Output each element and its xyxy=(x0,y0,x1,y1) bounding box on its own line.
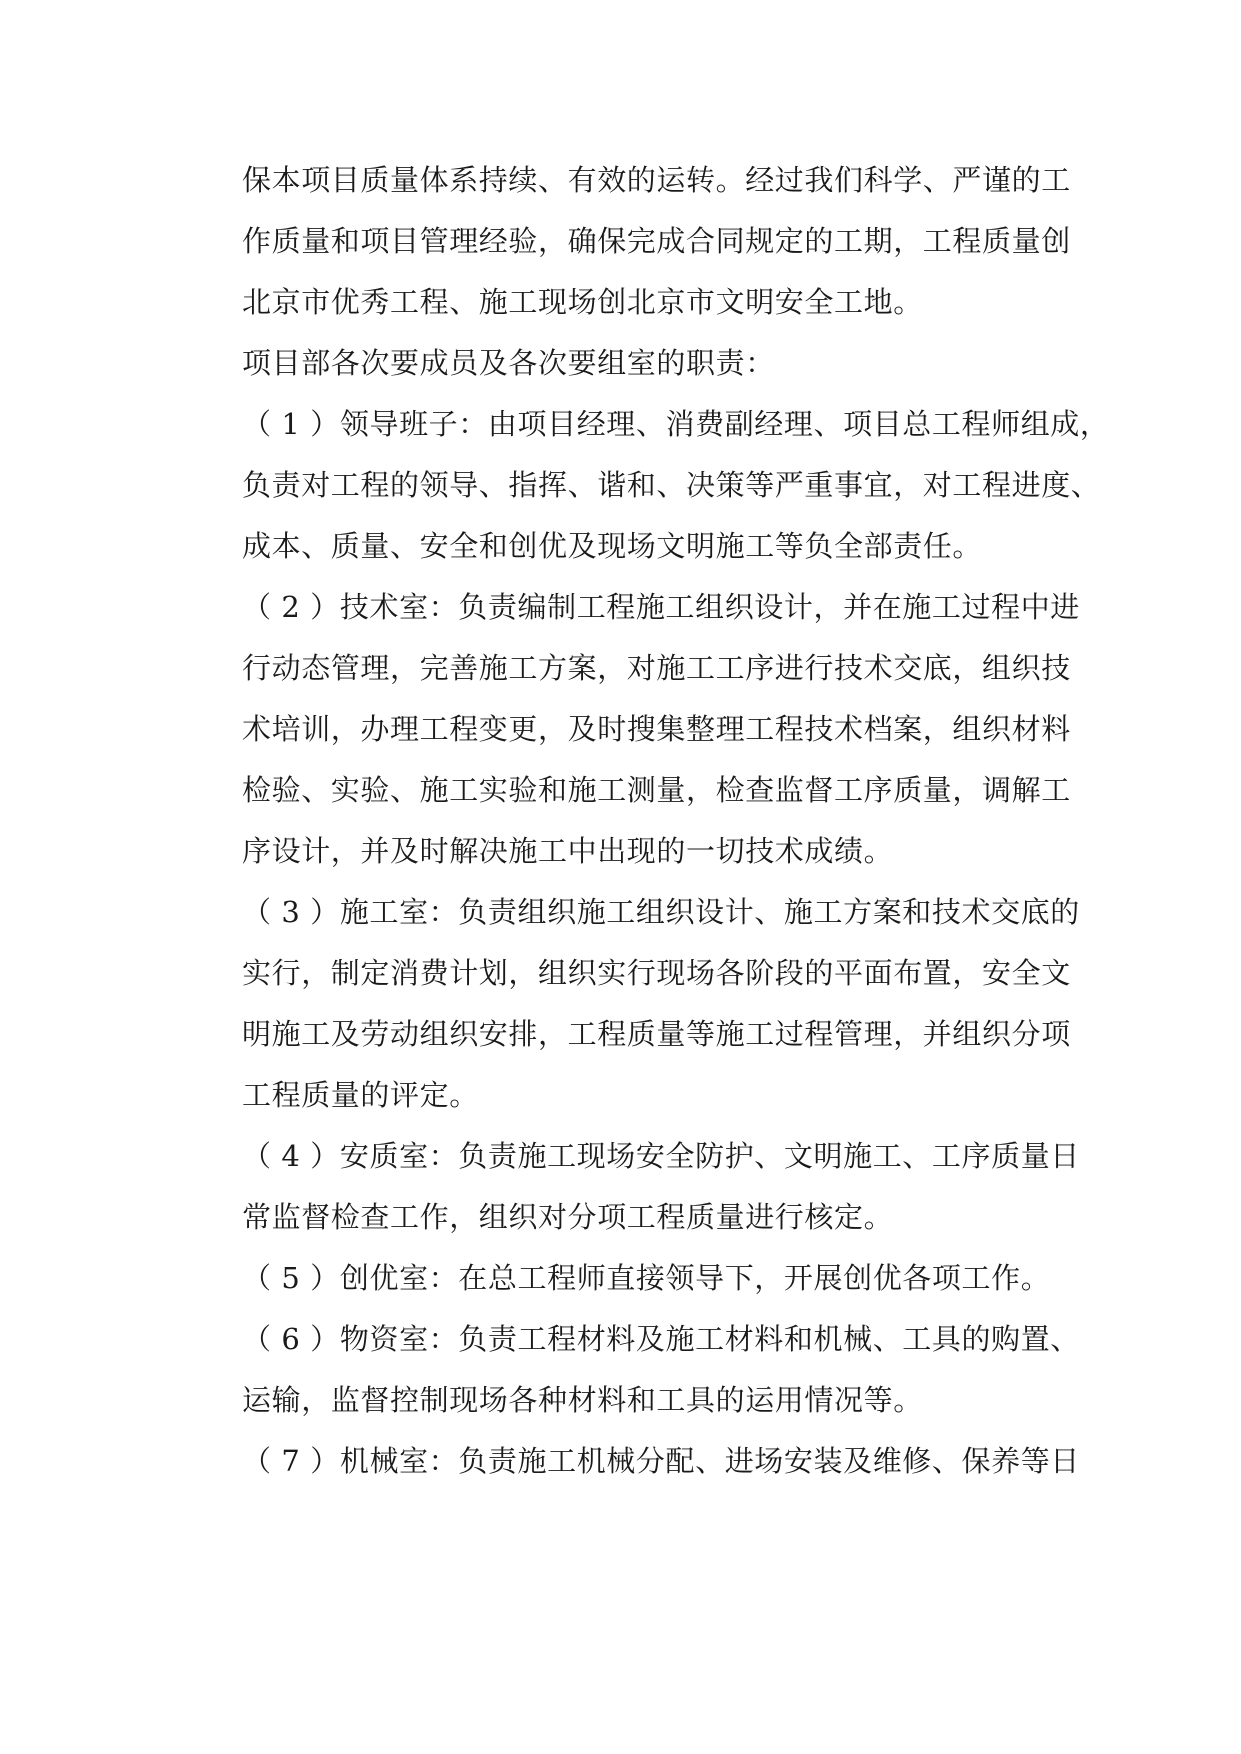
text-line: 运输，监督控制现场各种材料和工具的运用情况等。 xyxy=(242,1383,923,1417)
text-line: （ 5 ）创优室：在总工程师直接领导下，开展创优各项工作。 xyxy=(242,1261,1051,1295)
body-text xyxy=(242,150,1110,1492)
text-line: 术培训，办理工程变更，及时搜集整理工程技术档案，组织材料 xyxy=(242,712,1071,746)
text-line: 行动态管理，完善施工方案，对施工工序进行技术交底，组织技 xyxy=(242,651,1071,685)
text-line: 实行，制定消费计划，组织实行现场各阶段的平面布置，安全文 xyxy=(242,956,1071,990)
text-line: （ 3 ）施工室：负责组织施工组织设计、施工方案和技术交底的 xyxy=(242,895,1080,929)
text-line: （ 2 ）技术室：负责编制工程施工组织设计，并在施工过程中进 xyxy=(242,590,1080,624)
text-line: 检验、实验、施工实验和施工测量，检查监督工序质量，调解工 xyxy=(242,773,1071,807)
text-line: 明施工及劳动组织安排，工程质量等施工过程管理，并组织分项 xyxy=(242,1017,1071,1051)
text-line: 成本、质量、安全和创优及现场文明施工等负全部责任。 xyxy=(242,529,983,563)
text-line: 北京市优秀工程、施工现场创北京市文明安全工地。 xyxy=(242,285,923,319)
text-line: 项目部各次要成员及各次要组室的职责： xyxy=(242,346,775,380)
text-line: （ 7 ）机械室：负责施工机械分配、进场安装及维修、保养等日 xyxy=(242,1444,1080,1478)
text-line: （ 6 ）物资室：负责工程材料及施工材料和机械、工具的购置、 xyxy=(242,1322,1080,1356)
text-line: 工程质量的评定。 xyxy=(242,1078,479,1112)
text-line: 负责对工程的领导、指挥、谐和、决策等严重事宜，对工程进度、 xyxy=(242,468,1101,502)
text-line: 保本项目质量体系持续、有效的运转。经过我们科学、严谨的工 xyxy=(242,163,1071,197)
text-line: 序设计，并及时解决施工中出现的一切技术成绩。 xyxy=(242,834,894,868)
text-line: （ 4 ）安质室：负责施工现场安全防护、文明施工、工序质量日 xyxy=(242,1139,1080,1173)
text-line: 作质量和项目管理经验，确保完成合同规定的工期，工程质量创 xyxy=(242,224,1071,258)
text-line: （ 1 ）领导班子：由项目经理、消费副经理、项目总工程师组成， xyxy=(242,407,1110,441)
text-line: 常监督检查工作，组织对分项工程质量进行核定。 xyxy=(242,1200,894,1234)
